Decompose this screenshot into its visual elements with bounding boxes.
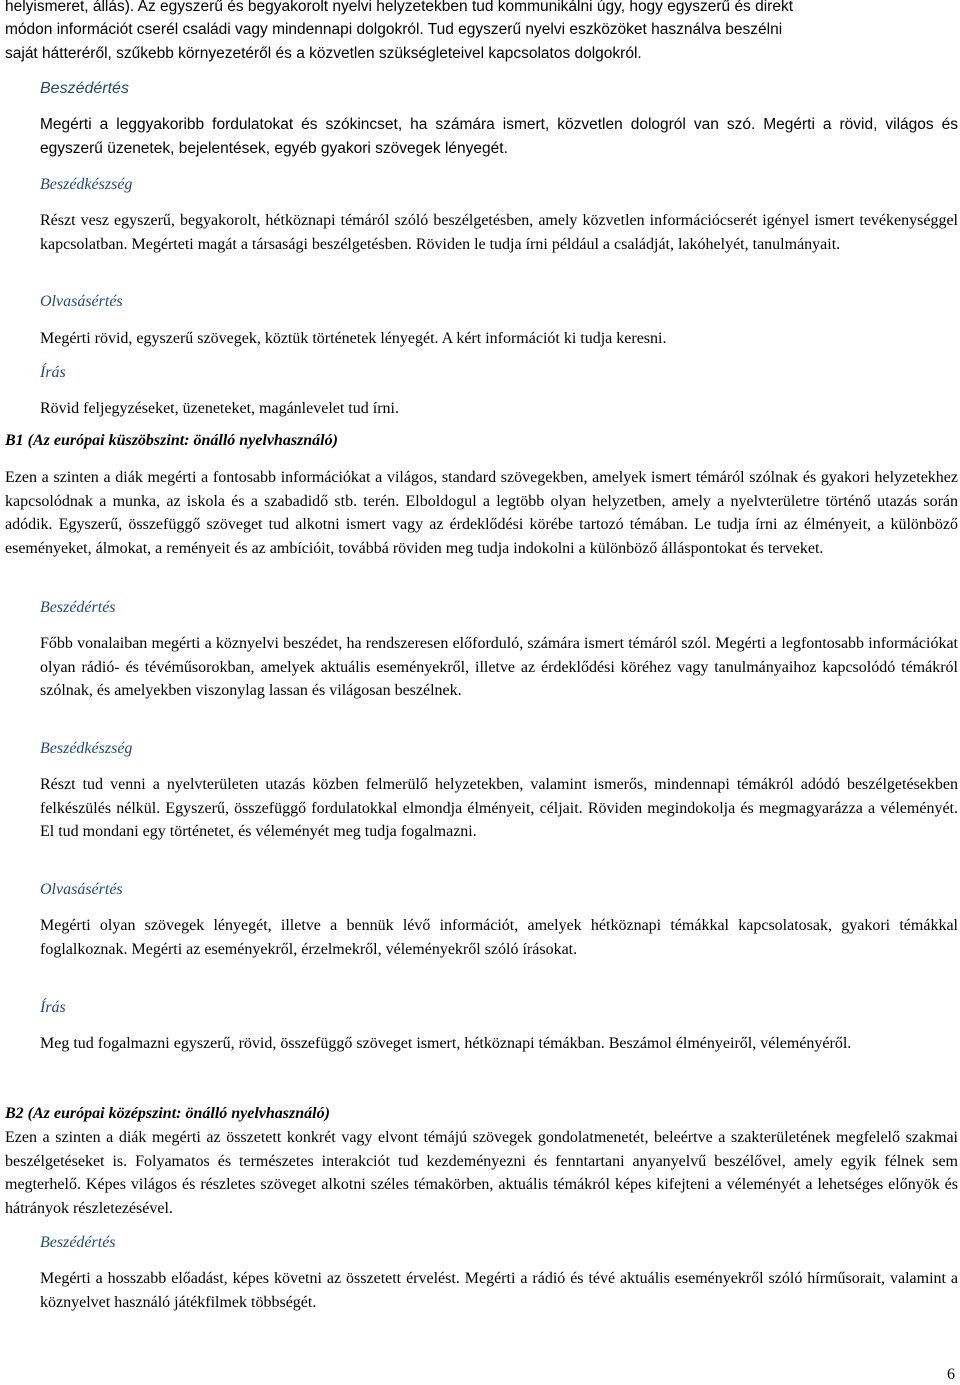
b1-beszedkeszseg-title: Beszédkészség [40,740,133,757]
a2-beszedkeszseg-title: Beszédkészség [40,176,133,193]
a2-beszedertes-title: Beszédértés [40,80,129,97]
intro-line-2: módon információt cserél családi vagy mindennapi dolgokról. Tud egyszerű nyelvi eszközöket használva beszélni [5,21,783,38]
b1-iras-title: Írás [40,999,66,1016]
b1-iras-text: Meg tud fogalmazni egyszerű, rövid, összefüggő szöveget ismert, hétköznapi témákban. Beszámol élményeiről, véleményéről. [40,1035,852,1052]
b1-beszedertes-title: Beszédértés [40,599,116,616]
a2-iras-text: Rövid feljegyzéseket, üzeneteket, magánlevelet tud írni. [40,400,399,417]
b2-intro: Ezen a szinten a diák megérti az összetett konkrét vagy elvont témájú szövegek gondolatmenetét, beleértve a szakterületének megfelelő szakmai beszélgetéseket is. Folyamatos és természetes interakciót tud kezdeményezni és fenntartani anyanyelvű beszélővel, amely egyik félnek sem megterhelő. Képes világos és részletes szöveget alkotni széles témakörben, aktuális témákról képes kifejteni a véleményét a lehetséges előnyök és hátrányok részletezésével. [5,1129,958,1217]
intro-line-3: saját hátteréről, szűkebb környezetéről és a közvetlen szükségleteivel kapcsolatos dolgokról. [5,45,642,62]
b1-olvasasertes-text: Megérti olyan szövegek lényegét, illetve a bennük lévő információt, amelyek hétköznapi témákkal kapcsolatosak, gyakori témákkal foglalkoznak. Megérti az eseményekről, érzelmekről, véleményekről szóló írásokat. [40,917,958,958]
b2-beszedertes-title: Beszédértés [40,1234,116,1251]
b1-heading: B1 (Az európai küszöbszint: önálló nyelvhasználó) [5,432,338,449]
b2-heading: B2 (Az európai középszint: önálló nyelvhasználó) [5,1105,330,1122]
intro-line-1: helyismeret, állás). Az egyszerű és begyakorolt nyelvi helyzetekben tud kommunikálni úgy, hogy egyszerű és direkt [5,0,794,15]
b1-olvasasertes-title: Olvasásértés [40,881,123,898]
a2-beszedertes-text: Megérti a leggyakoribb fordulatokat és szókincset, ha számára ismert, közvetlen dologról van szó. Megérti a rövid, világos és egyszerű üzenetek, bejelentések, egyéb gyakori szövegek lényegét. [40,116,958,157]
a2-olvasasertes-title: Olvasásértés [40,293,123,310]
a2-beszedkeszseg-text: Részt vesz egyszerű, begyakorolt, hétköznapi témáról szóló beszélgetésben, amely közvetlen információcserét igényel ismert tevékenységgel kapcsolatban. Megérteti magát a társasági beszélgetésben. Röviden le tudja írni például a családját, lakóhelyét, tanulmányait. [40,212,958,253]
b1-beszedertes-text: Főbb vonalaiban megérti a köznyelvi beszédet, ha rendszeresen előforduló, számára ismert témáról szól. Megérti a legfontosabb információkat olyan rádió- és tévéműsorokban, amelyek aktuális eseményekről, illetve az érdeklődési köréhez vagy tanulmányaihoz kapcsolódó témákról szólnak, és amelyekben viszonylag lassan és világosan beszélnek. [40,635,958,699]
b1-intro: Ezen a szinten a diák megérti a fontosabb információkat a világos, standard szövegekben, amelyek ismert témáról szólnak és gyakori helyzetekhez kapcsolódnak a munka, az iskola és a szabadidő stb. terén. Elboldogul a legtöbb olyan helyzetben, amely a nyelvterületre történő utazás során adódik. Egyszerű, összefüggő szöveget tud alkotni ismert vagy az érdeklődési körébe tartozó témában. Le tudja írni az élményeit, a különböző eseményeket, álmokat, a reményeit és az ambícióit, továbbá röviden meg tudja indokolni a különböző álláspontokat és terveket. [5,469,958,557]
b1-beszedkeszseg-text: Részt tud venni a nyelvterületen utazás közben felmerülő helyzetekben, valamint ismerős, mindennapi témákról adódó beszélgetésekben felkészülés nélkül. Egyszerű, összefüggő fordulatokkal elmondja élményeit, céljait. Röviden megindokolja és megmagyarázza a véleményét. El tud mondani egy történetet, és véleményét meg tudja fogalmazni. [40,776,958,840]
page-number: 6 [947,1366,955,1383]
a2-iras-title: Írás [40,364,66,381]
b2-beszedertes-text: Megérti a hosszabb előadást, képes követni az összetett érvelést. Megérti a rádió és tévé aktuális eseményekről szóló hírműsorait, valamint a köznyelvet használó játékfilmek többségét. [40,1270,958,1311]
a2-olvasasertes-text: Megérti rövid, egyszerű szövegek, köztük történetek lényegét. A kért információt ki tudja keresni. [40,330,667,347]
